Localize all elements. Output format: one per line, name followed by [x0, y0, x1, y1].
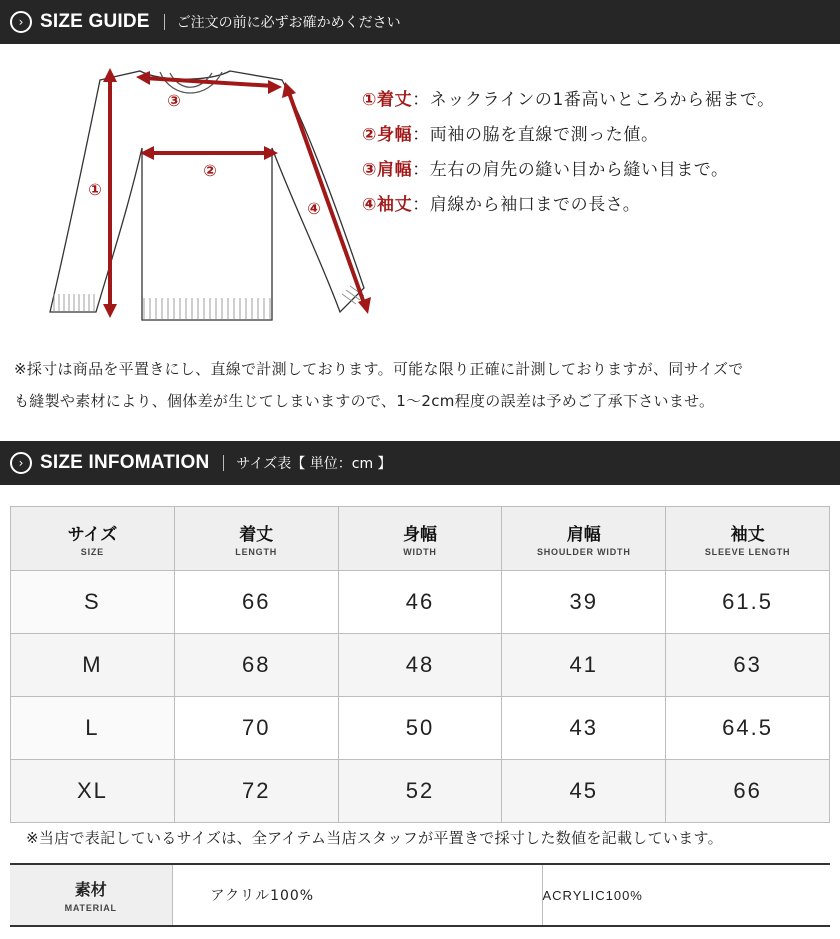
legend-item-shoulder: [362, 150, 775, 185]
width-cell: 46: [338, 571, 502, 634]
legend-key: ④袖丈: [362, 195, 413, 215]
legend-text: ：肩線から袖口までの長さ。: [412, 195, 641, 215]
length-cell: 68: [174, 634, 338, 697]
table-row: [11, 571, 830, 634]
size-guide-header: [0, 0, 840, 44]
size-table-header-row: [11, 507, 830, 571]
sleeve-cell: 61.5: [666, 571, 830, 634]
column-header-width: 身幅 WIDTH: [338, 507, 502, 571]
column-header-length: 着丈 LENGTH: [174, 507, 338, 571]
legend-key: ①着丈: [362, 90, 413, 110]
legend-text: ：両袖の脇を直線で測った値。: [412, 125, 659, 145]
sweater-measurement-diagram: [40, 58, 380, 333]
size-table: [10, 506, 830, 823]
measurement-note-line2: も縫製や素材により、個体差が生じてしまいますので、1〜2cm程度の誤差は予めご了承下さいませ。: [14, 392, 715, 410]
shoulder-cell: 45: [502, 760, 666, 823]
column-header-shoulder: 肩幅 SHOULDER WIDTH: [502, 507, 666, 571]
size-guide-subtitle: ご注文の前に必ずお確かめください: [176, 15, 401, 31]
column-header-sleeve: 袖丈 SLEEVE LENGTH: [666, 507, 830, 571]
material-label: 素材 MATERIAL: [10, 864, 172, 926]
size-cell: L: [11, 697, 175, 760]
width-cell: 52: [338, 760, 502, 823]
marker-width: ②: [203, 161, 217, 180]
length-cell: 66: [174, 571, 338, 634]
column-header-size: サイズ SIZE: [11, 507, 175, 571]
size-info-subtitle: サイズ表【 単位：cm 】: [236, 456, 392, 472]
size-cell: S: [11, 571, 175, 634]
size-table-note: ※当店で表記しているサイズは、全アイテム当店スタッフが平置きで採寸した数値を記載しています。: [26, 829, 723, 847]
material-row: [10, 864, 830, 926]
sleeve-cell: 63: [666, 634, 830, 697]
material-table: [10, 863, 830, 927]
legend-text: ：ネックラインの1番高いところから裾まで。: [412, 90, 775, 110]
size-cell: M: [11, 634, 175, 697]
material-value-en: ACRYLIC100%: [542, 887, 643, 903]
width-cell: 48: [338, 634, 502, 697]
material-value-jp: アクリル100%: [172, 864, 542, 926]
width-cell: 50: [338, 697, 502, 760]
length-cell: 72: [174, 760, 338, 823]
legend-item-sleeve: [362, 185, 775, 220]
size-info-header: [0, 441, 840, 485]
legend-item-length: [362, 80, 775, 115]
shoulder-cell: 41: [502, 634, 666, 697]
legend-key: ②身幅: [362, 125, 413, 145]
legend-key: ③肩幅: [362, 160, 413, 180]
shoulder-cell: 39: [502, 571, 666, 634]
chevron-right-icon: ›: [10, 452, 32, 474]
measurement-note-line1: ※採寸は商品を平置きにし、直線で計測しております。可能な限り正確に計測しておりますが、同サイズで: [14, 360, 744, 378]
legend-text: ：左右の肩先の縫い目から縫い目まで。: [412, 160, 729, 180]
marker-shoulder: ③: [167, 91, 181, 110]
marker-sleeve: ④: [307, 199, 321, 218]
shoulder-cell: 43: [502, 697, 666, 760]
size-guide-title: SIZE GUIDE: [40, 11, 150, 32]
chevron-right-icon: ›: [10, 11, 32, 33]
length-cell: 70: [174, 697, 338, 760]
table-row: [11, 697, 830, 760]
measurement-legend: [362, 80, 775, 220]
table-row: [11, 634, 830, 697]
table-row: [11, 760, 830, 823]
size-cell: XL: [11, 760, 175, 823]
header-divider: [164, 14, 165, 30]
sleeve-cell: 64.5: [666, 697, 830, 760]
header-divider: [223, 455, 224, 471]
marker-length: ①: [88, 180, 102, 199]
sleeve-cell: 66: [666, 760, 830, 823]
legend-item-width: [362, 115, 775, 150]
size-info-title: SIZE INFOMATION: [40, 452, 210, 473]
